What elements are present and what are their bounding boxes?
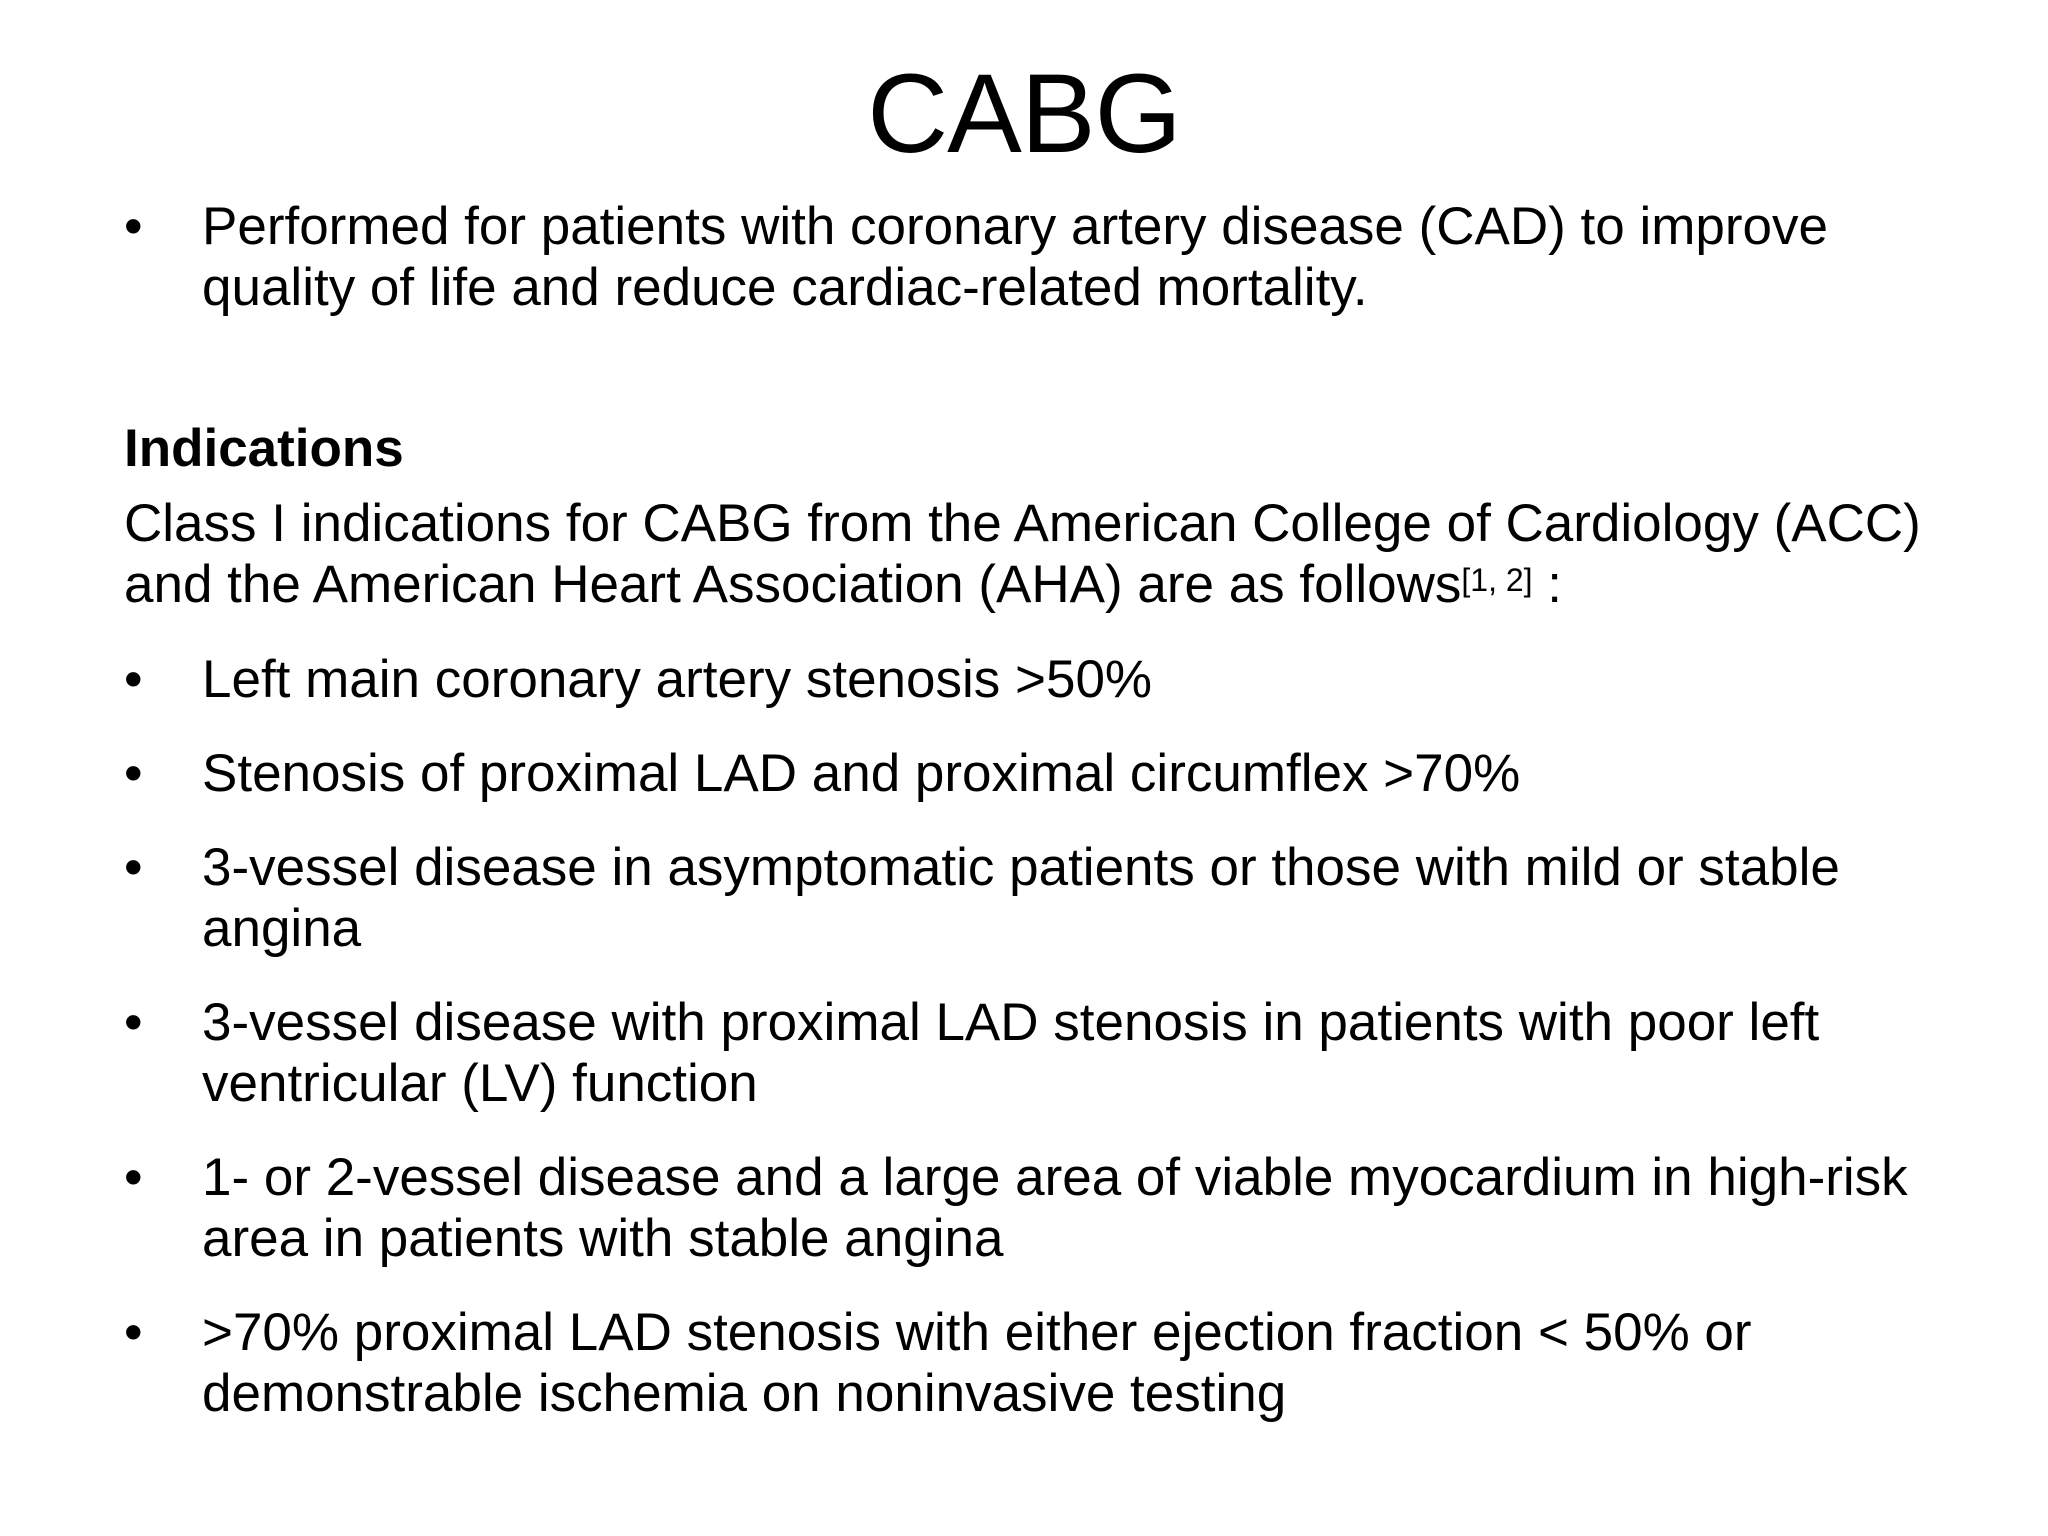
list-item-text: 3-vessel disease with proximal LAD stenosis in patients with poor left ventricular (LV) function xyxy=(202,993,1820,1113)
bullet-glyph: • xyxy=(124,744,143,803)
bullet-glyph: • xyxy=(124,1303,143,1362)
bullet-glyph: • xyxy=(124,650,143,709)
list-item-text: 1- or 2-vessel disease and a large area of viable myocardium in high-risk area in patients with stable angina xyxy=(202,1148,1908,1268)
list-item xyxy=(124,992,1964,1114)
indications-paragraph xyxy=(124,493,1964,615)
list-item xyxy=(124,837,1964,959)
slide-content xyxy=(124,196,1964,1457)
bullet-glyph: • xyxy=(124,838,143,897)
indications-list xyxy=(124,649,1964,1424)
list-item-text: Left main coronary artery stenosis >50% xyxy=(202,650,1153,709)
list-item xyxy=(124,1302,1964,1424)
bullet-glyph: • xyxy=(124,1148,143,1207)
indications-heading: Indications xyxy=(124,419,404,478)
slide-title: CABG xyxy=(867,51,1181,176)
list-item-text: >70% proximal LAD stenosis with either ejection fraction < 50% or demonstrable ischemia on noninvasive testing xyxy=(202,1303,1752,1423)
list-item-text: 3-vessel disease in asymptomatic patients or those with mild or stable angina xyxy=(202,838,1840,958)
citation-superscript: [1, 2] xyxy=(1461,562,1533,598)
bullet-glyph: • xyxy=(124,197,143,256)
intro-bullet-text: Performed for patients with coronary artery disease (CAD) to improve quality of life and reduce cardiac-related mortality. xyxy=(202,197,1828,317)
bullet-glyph: • xyxy=(124,993,143,1052)
list-item-text: Stenosis of proximal LAD and proximal circumflex >70% xyxy=(202,744,1521,803)
paragraph-suffix: : xyxy=(1532,555,1563,614)
intro-bullet xyxy=(124,196,1964,318)
indications-paragraph-text: Class I indications for CABG from the American College of Cardiology (ACC) and the American Heart Association (AHA) are as follows xyxy=(124,494,1921,614)
list-item xyxy=(124,743,1964,804)
list-item xyxy=(124,649,1964,710)
list-item xyxy=(124,1147,1964,1269)
